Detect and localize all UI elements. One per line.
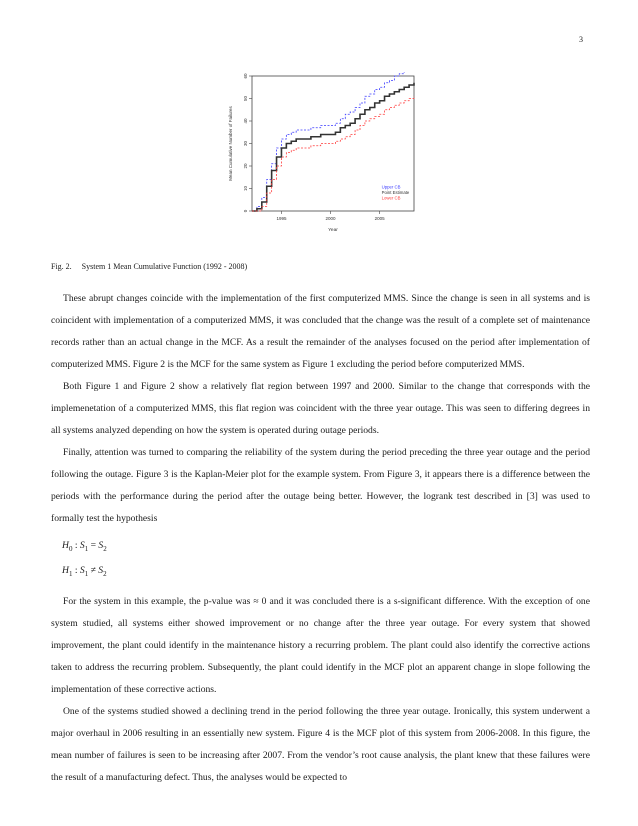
legend-entry-2: Lower CB <box>381 195 401 201</box>
paragraph-5: One of the systems studied showed a declining trend in the period following the three year outage. Ironically, this system underwent a major overhaul in 2006 resulting in an essentially new system. Figure 4 is the MCF plot of this system from 2006-2008. In this figure, the mean number of failures is seen to be increasing after 2007. From the vendor’s root cause analysis, the plant knew that these failures were the result of a manufacturing defect. Thus, the analyses would be expected to <box>51 705 590 783</box>
x-tick-label-2: 2005 <box>374 216 385 221</box>
x-tick-label-1: 2000 <box>325 216 336 221</box>
y-tick-label-6: 60 <box>243 73 248 79</box>
figure-mcf-chart <box>222 72 418 242</box>
legend-entry-1: Point Estimate <box>381 190 410 195</box>
paragraph-2: Both Figure 1 and Figure 2 show a relatively flat region between 1997 and 2000. Similar to the change that corresponds with the implemenetation of a computerized MMS, this flat region was coincident with the three year outage. This was seen to differing degrees in all systems analyzed depending on how the system is operated during outage periods. <box>51 381 590 436</box>
x-axis-label: Year <box>328 228 338 233</box>
equation-h1: $H_1$ : $S_1 \ne S_2$ <box>62 564 107 578</box>
y-tick-label-5: 50 <box>243 95 248 102</box>
y-tick-label-1: 10 <box>243 185 248 192</box>
y-tick-label-2: 20 <box>243 163 248 169</box>
x-tick-label-0: 1995 <box>276 216 287 221</box>
caption-text: System 1 Mean Cumulative Function (1992 - 2008) <box>81 262 248 271</box>
y-tick-label-0: 0 <box>243 209 248 213</box>
body-text <box>51 288 590 789</box>
legend-entry-0: Upper CB <box>381 184 401 190</box>
page-number: 3 <box>579 35 583 44</box>
caption-label: Fig. 2. <box>51 262 72 271</box>
figure-caption <box>51 262 247 271</box>
y-axis-label: Mean Cumulative Number of Failures <box>228 106 233 181</box>
mcf-chart <box>222 72 418 242</box>
hypothesis-equations <box>62 535 590 585</box>
equation-h0: $H_0$ : $S_1 = S_2$ <box>62 540 107 553</box>
paragraph-4: For the system in this example, the p-value was ≈ 0 and it was concluded there is a s-significant difference. With the exception of one system studied, all systems either showed improvement or no change after the three year outage. For every system that showed improvement, the plant could identify in the maintenance history a recurring problem. The plant could also identify the corrective actions taken to address the recurring problem. Subsequently, the plant could identify in the MCF plot an apparent change in slope following the implementation of these corrective actions. <box>51 595 590 695</box>
paragraph-1: These abrupt changes coincide with the implementation of the first computerized MMS. Since the change is seen in all systems and is coincident with implementation of a computerized MMS, it was concluded that the change was the result of a complete set of maintenance records rather than an actual change in the MCF. As a result the remainder of the analyses focused on the period after implementation of computerized MMS. Figure 2 is the MCF for the same system as Figure 1 excluding the period before computerized MMS. <box>51 293 590 370</box>
y-tick-label-4: 40 <box>243 118 248 124</box>
y-tick-label-3: 30 <box>243 140 248 147</box>
paragraph-3: Finally, attention was turned to comparing the reliability of the system during the period preceding the three year outage and the period following the outage. Figure 3 is the Kaplan-Meier plot for the example system. From Figure 3, it appears there is a difference between the periods with the performance during the period after the outage being better. However, the logrank test described in [3] was used to formally test the hypothesis <box>51 447 590 524</box>
